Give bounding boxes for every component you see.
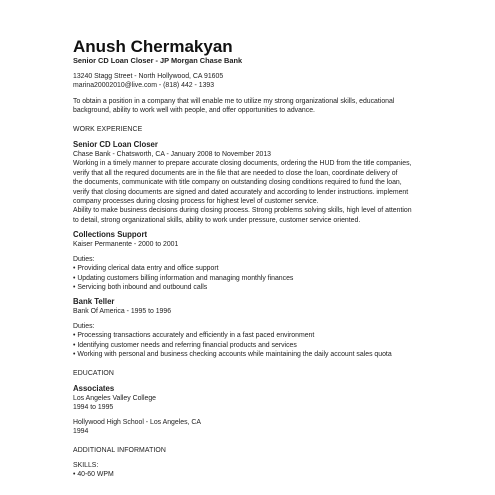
section-heading-additional: ADDITIONAL INFORMATION — [73, 447, 166, 455]
duty-item: • Working with personal and business checking accounts while maintaining the daily account sales quota — [73, 350, 392, 358]
job-entry — [73, 140, 433, 225]
job-meta: Bank Of America - 1995 to 1996 — [73, 308, 172, 316]
duty-item: • Identifying customer needs and referring financial products and services — [73, 341, 297, 349]
school-years: 1994 — [73, 427, 89, 435]
duty-item: • Updating customers billing information and managing monthly finances — [73, 274, 294, 282]
school-years: 1994 to 1995 — [73, 404, 114, 412]
duties-list — [73, 264, 433, 292]
job-title: Bank Teller — [73, 297, 115, 307]
job-entry — [73, 297, 433, 359]
duties-label: Duties: — [73, 322, 95, 330]
job-meta: Kaiser Permanente - 2000 to 2001 — [73, 241, 179, 249]
section-heading-education: EDUCATION — [73, 370, 114, 378]
objective-line: To obtain a position in a company that will enable me to utilize my strong organizational skills, educational — [73, 97, 395, 105]
candidate-name: Anush Chermakyan — [73, 37, 233, 56]
candidate-headline: Senior CD Loan Closer - JP Morgan Chase Bank — [73, 56, 243, 65]
description-line: company processes during closing process for highest level of customer service. — [73, 198, 319, 206]
description-line: to detail, strong organizational skills, ability to work under pressure, customer service oriented. — [73, 216, 361, 224]
description-line: verify that all the requred documents are in the file that are needed to close the loan, coordinate delivery of — [73, 169, 398, 177]
job-entry — [73, 230, 433, 292]
objective — [73, 97, 433, 116]
school-name: Los Angeles Valley College — [73, 394, 156, 402]
duty-item: • Processing transactions accurately and efficiently in a fast paced environment — [73, 332, 315, 340]
description-line: the documents, communicate with title company on outstanding closing conditions required to fund the loan, — [73, 179, 402, 187]
description-line: Ability to make business decisions during closing process. Strong problems solving skills, high level of attention — [73, 207, 412, 215]
degree-title: Associates — [73, 383, 115, 393]
skills-list — [73, 470, 433, 479]
job-title: Collections Support — [73, 230, 148, 240]
duty-item: • Servicing both inbound and outbound calls — [73, 283, 208, 291]
address: 13240 Stagg Street - North Hollywood, CA 91605 — [73, 73, 224, 80]
section-heading-work: WORK EXPERIENCE — [73, 125, 143, 133]
job-description — [73, 159, 433, 225]
duties-label: Duties: — [73, 255, 95, 263]
skill-item: • 40-60 WPM — [73, 471, 114, 479]
job-meta: Chase Bank - Chatsworth, CA - January 2008 to November 2013 — [73, 151, 272, 159]
contact-info: marina20002010@live.com - (818) 442 - 1393 — [73, 82, 215, 90]
school-name: Hollywood High School - Los Angeles, CA — [73, 418, 201, 426]
duties-list — [73, 331, 433, 359]
objective-line: background, ability to work well with people, and offer opportunities to advance. — [73, 107, 315, 115]
description-line: Working in a timely manner to prepare accurate closing documents, ordering the HUD from the title companies, — [73, 160, 412, 168]
duty-item: • Providing clerical data entry and office support — [73, 265, 219, 273]
resume-document — [73, 38, 433, 480]
job-title: Senior CD Loan Closer — [73, 140, 158, 150]
description-line: verify that closing documents are signed and dated accurately and according to lender instructions. implement — [73, 188, 409, 196]
skills-label: SKILLS: — [73, 461, 99, 469]
education-entry — [73, 384, 433, 437]
